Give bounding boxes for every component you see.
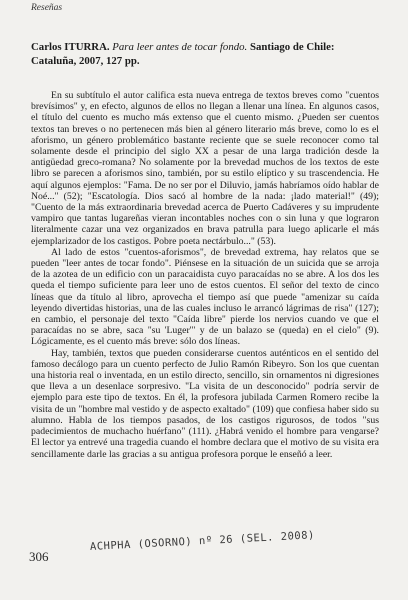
paragraph-1: En su subtítulo el autor califica esta nueva entrega de textos breves como "cuentos brevísimos" y, en efecto, algunos de ellos no llegan a llenar una línea. En algunos casos, el título del cuento es mucho más extenso que el cuento mismo. ¿Pueden ser cuentos textos tan breves o no pertenecen más bien al género literario más breve, como lo es el aforismo, un género problemático bastante reciente que se suele reconocer como tal solamente desde el principio del siglo XX a pesar de una larga tradición desde la antigüedad greco-romana? No solamente por la brevedad muchos de los textos de este libro se parecen a aforismos sino, también, por su estilo elíptico y su trascendencia. He aquí algunos ejemplos: "Fama. De no ser por el Diluvio, jamás habríamos oído hablar de Noé..." (52); "Escatología. Dios sacó al hombre de la nada: ¡lado material!" (49); "Cuento de la más extraordinaria brevedad acerca de Puerto Cadáveres y su imprudente vampiro que tantas lugareñas vieran incontables noches con o sin luna y que lograron literalmente cazar una vez organizados en brava patrulla para luego aplicarle el más ejemplarizador de los castigos. Pobre poeta nectárbulo..." (53). xyxy=(31,90,379,247)
review-author: Carlos ITURRA. xyxy=(31,41,110,53)
review-publication: Santiago de Chile: Cataluña, 2007, 127 pp. xyxy=(31,41,335,68)
review-book-title: Para leer antes de tocar fondo. xyxy=(112,41,248,53)
paragraph-3: Hay, también, textos que pueden considerarse cuentos auténticos en el sentido del famoso decálogo para un cuento perfecto de Julio Ramón Ribeyro. Son los que cuentan una historia real o inventada, en un estilo directo, sencillo, sin ornamentos ni digresiones que lleva a un desenlace sorpresivo. "La visita de un desconocido" podría servir de ejemplo para este tipo de textos. En él, la profesora jubilada Carmen Romero recibe la visita de un "hombre mal vestido y de aspecto exaltado" (109) que confiesa haber sido su alumno. Habla de los tiempos pasados, de los castigos rigurosos, de todos "sus padecimientos de muchacho huérfano" (111). ¿Habrá venido el hombre para vengarse? El lector ya entrevé una tragedia cuando el hombre declara que el motivo de su visita era sencillamente darle las gracias a su antigua profesora porque le enseñó a leer. xyxy=(31,347,379,460)
section-label: Reseñas xyxy=(31,3,63,13)
review-heading xyxy=(31,40,379,68)
paragraph-2: Al lado de estos "cuentos-aforismos", de brevedad extrema, hay relatos que se pueden "leer antes de tocar fondo". Piénsese en la situación de un suicida que se arroja de la azotea de un edificio con un paracaidista cuyo paracaídas no se abre. A los dos les queda el tiempo suficiente para leer uno de estos cuentos. El señor del texto de cinco líneas que da título al libro, aprovecha el tiempo así que puede "amenizar su caída leyendo divertidas historias, una de las cuales incluso le arrancó lágrimas de risa" (127); en cambio, el personaje del texto "Caída libre" pierde los nervios cuando ve que el paracaídas no se abre, saca "su 'Luger'" y de un balazo se (queda) en el cielo" (9). Lógicamente, es el cuento más breve: sólo dos líneas. xyxy=(31,246,379,348)
page-number: 306 xyxy=(29,549,49,564)
handwritten-annotation: ACHPHA (OSORNO) nº 26 (SEL. 2008) xyxy=(89,529,316,553)
review-body xyxy=(31,90,379,460)
